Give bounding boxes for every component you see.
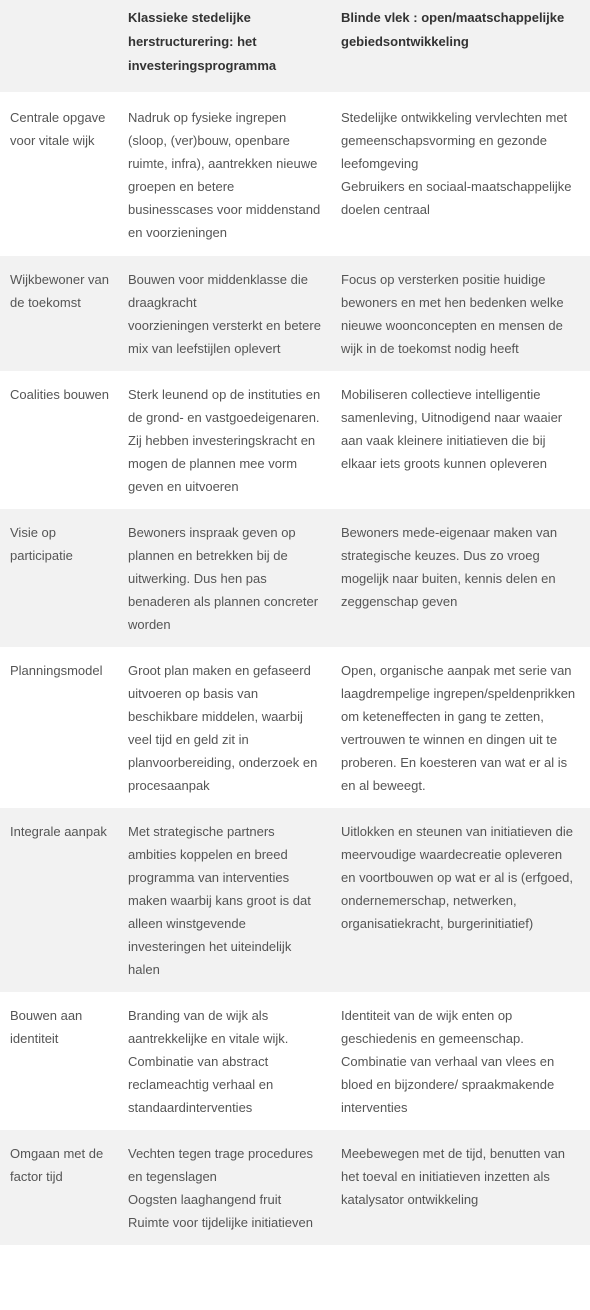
blind-spot-cell: Bewoners mede-eigenaar maken van strategische keuzes. Dus zo vroeg mogelijk naar buiten, kennis delen en zeggenschap geven [341,525,558,609]
table-row [0,256,590,371]
table-row [0,992,590,1130]
table-row [0,1130,590,1245]
blind-spot-cell: Stedelijke ontwikkeling vervlechten met gemeenschapsvorming en gezonde leefomgeving Gebruikers en sociaal-maatschappelijke doelen centraal [341,110,572,217]
blind-spot-cell: Meebewegen met de tijd, benutten van het toeval en initiatieven inzetten als katalysator ontwikkeling [341,1146,566,1207]
blind-spot-cell: Uitlokken en steunen van initiatieven die meervoudige waardecreatie opleveren en voortbouwen op wat er al is (erfgoed, ondernemerschap, netwerken, organisatiekracht, burgerinitiatief) [341,824,573,931]
classic-cell: Bewoners inspraak geven op plannen en betrekken bij de uitwerking. Dus hen pas benaderen als plannen concreter worden [128,525,319,632]
row-label: Bouwen aan identiteit [10,1008,83,1046]
header-cell-blind-spot: Blinde vlek : open/maatschappelijke gebiedsontwikkeling [341,10,565,49]
row-label: Coalities bouwen [10,387,110,402]
classic-cell: Sterk leunend op de instituties en de grond- en vastgoedeigenaren. Zij hebben investeringskracht en mogen de plannen mee vorm geven en uitvoeren [128,387,321,494]
row-label: Visie op participatie [10,525,73,563]
header-cell-classic: Klassieke stedelijke herstructurering: het investeringsprogramma [128,10,277,73]
classic-cell: Bouwen voor middenklasse die draagkracht voorzieningen versterkt en betere mix van leefstijlen oplevert [128,272,321,356]
blind-spot-cell: Focus op versterken positie huidige bewoners en met hen bedenken welke nieuwe woonconcepten en mensen de wijk in de toekomst nodig heeft [341,272,564,356]
table-row [0,92,590,256]
row-label: Wijkbewoner van de toekomst [10,272,109,310]
header-row [0,0,590,92]
classic-cell: Groot plan maken en gefaseerd uitvoeren op basis van beschikbare middelen, waarbij veel tijd en geld zit in planvoorbereiding, onderzoek en procesaanpak [128,663,318,793]
row-label: Planningsmodel [10,663,103,678]
table-row [0,647,590,808]
classic-cell: Met strategische partners ambities koppelen en breed programma van interventies maken waarbij kans groot is dat alleen winstgevende investeringen het uiteindelijk halen [128,824,311,977]
blind-spot-cell: Open, organische aanpak met serie van laagdrempelige ingrepen/speldenprikken om keteneffecten in gang te zetten, vertrouwen te winnen en dingen uit te proberen. En koesteren van wat er al is en al beweegt. [341,663,576,793]
blind-spot-cell: Mobiliseren collectieve intelligentie samenleving, Uitnodigend naar waaier aan vaak kleinere initiatieven die bij elkaar iets groots kunnen opleveren [341,387,563,471]
classic-cell: Vechten tegen trage procedures en tegenslagen Oogsten laaghangend fruit Ruimte voor tijdelijke initiatieven [128,1146,314,1230]
row-label: Centrale opgave voor vitale wijk [10,110,106,148]
row-label: Integrale aanpak [10,824,107,839]
classic-cell: Nadruk op fysieke ingrepen (sloop, (ver)bouw, openbare ruimte, infra), aantrekken nieuwe groepen en betere businesscases voor middenstand en voorzieningen [128,110,321,240]
table-row [0,509,590,647]
classic-cell: Branding van de wijk als aantrekkelijke en vitale wijk. Combinatie van abstract reclameachtig verhaal en standaardinterventies [128,1008,289,1115]
header-cell-empty [0,0,117,92]
table-row [0,371,590,509]
blind-spot-cell: Identiteit van de wijk enten op geschiedenis en gemeenschap. Combinatie van verhaal van vlees en bloed en bijzondere/ spraakmakende interventies [341,1008,555,1115]
table-row [0,808,590,992]
row-label: Omgaan met de factor tijd [10,1146,104,1184]
